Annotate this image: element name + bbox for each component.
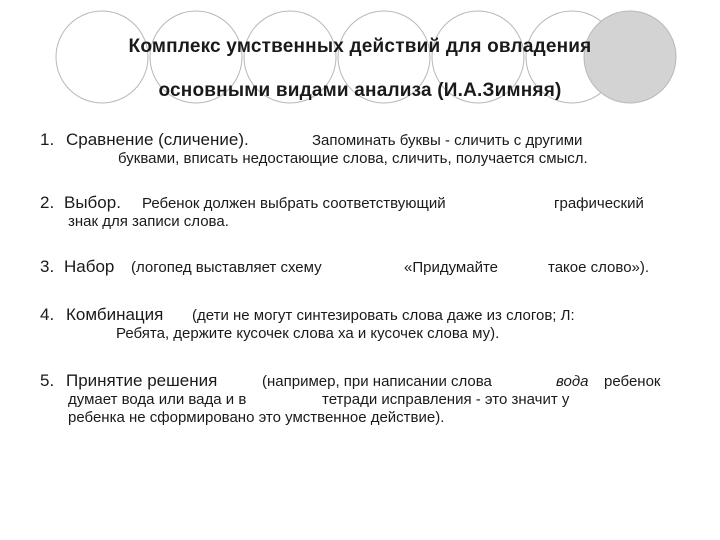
item-5-text-b: думает вода или вада и в: [68, 391, 247, 408]
item-1-text-a: Запоминать буквы - сличить с другими: [312, 132, 583, 149]
item-4-text-b: Ребята, держите кусочек слова ха и кусочек слова му).: [116, 325, 500, 342]
item-3-number: 3.: [40, 257, 55, 276]
item-2-text-a2: графический: [554, 195, 644, 212]
item-5-text-a: (например, при написании слова: [262, 373, 492, 390]
slide-title-line-1: Комплекс умственных действий для овладения: [128, 36, 592, 57]
item-5-text-a2: ребенок: [604, 373, 661, 390]
item-4-text-a: (дети не могут синтезировать слова даже из слогов; Л:: [192, 307, 575, 324]
item-2-number: 2.: [40, 193, 55, 212]
item-4-number: 4.: [40, 305, 55, 324]
item-3-text-a3: такое слово»).: [548, 259, 650, 276]
item-1-term: Сравнение (сличение).: [66, 130, 249, 149]
item-1-number: 1.: [40, 130, 55, 149]
item-5-text-a-italic: вода: [556, 373, 589, 390]
item-2-text-b: знак для записи слова.: [68, 213, 229, 230]
item-5-number: 5.: [40, 371, 55, 390]
item-4-term: Комбинация: [66, 305, 164, 324]
item-1-text-b: буквами, вписать недостающие слова, сличить, получается смысл.: [118, 150, 588, 167]
item-3-text-a2: «Придумайте: [404, 259, 499, 276]
item-5-text-b2: тетради исправления - это значит у: [322, 391, 570, 408]
item-2-text-a: Ребенок должен выбрать соответствующий: [142, 195, 446, 212]
item-5-term: Принятие решения: [66, 371, 218, 390]
item-3-term: Набор: [64, 257, 115, 276]
item-3-text-a: (логопед выставляет схему: [131, 259, 322, 276]
slide-title-line-2: основными видами анализа (И.А.Зимняя): [158, 80, 562, 101]
item-2-term: Выбор.: [64, 193, 121, 212]
item-5-text-c: ребенка не сформировано это умственное действие).: [68, 409, 445, 426]
decorative-circles: [0, 0, 720, 130]
